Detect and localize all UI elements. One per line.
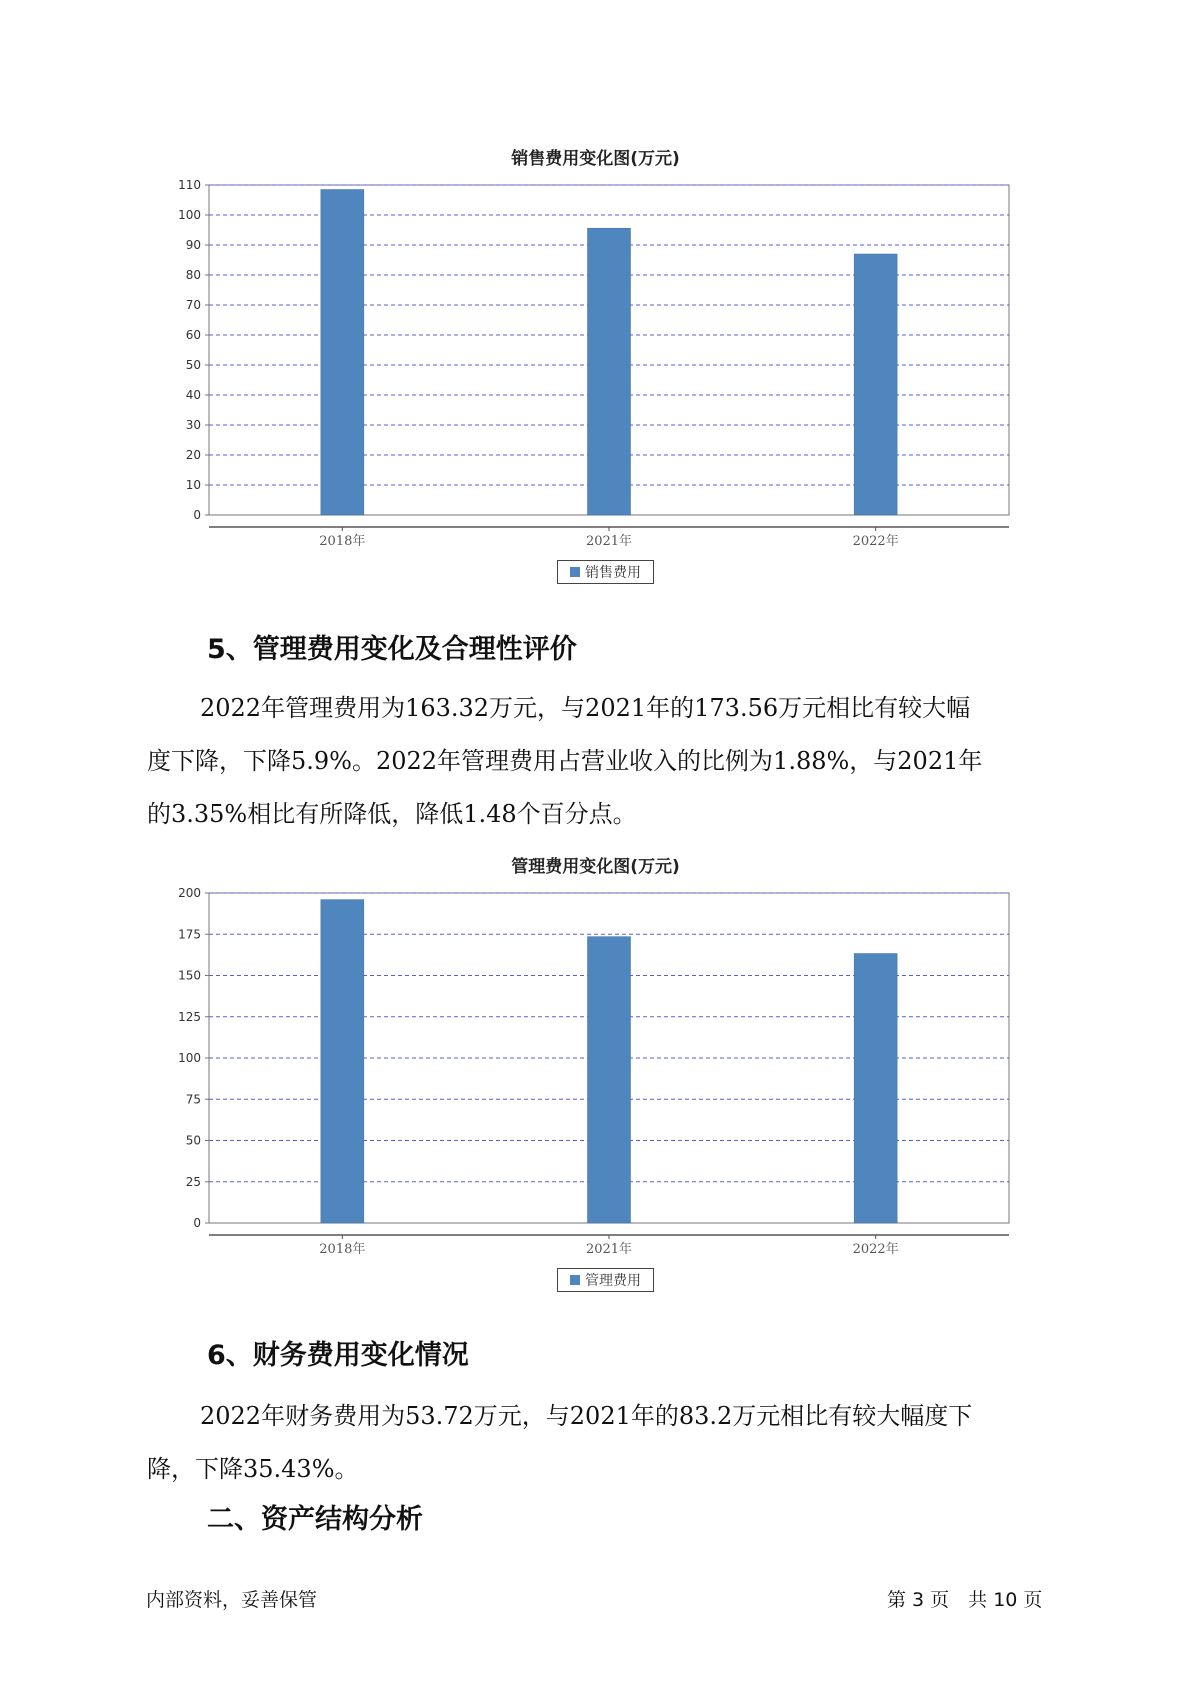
paragraph-line: 降，下降35.43%。 — [147, 1455, 359, 1483]
x-tick-label: 2022年 — [852, 1242, 899, 1257]
y-tick-label: 60 — [185, 328, 201, 342]
y-tick-label: 100 — [178, 208, 201, 222]
y-tick-label: 20 — [185, 448, 201, 462]
section-heading-2: 二、资产结构分析 — [207, 1504, 423, 1535]
y-tick-label: 100 — [178, 1051, 201, 1065]
y-tick-label: 0 — [193, 1216, 201, 1230]
paragraph-line: 的3.35%相比有所降低，降低1.48个百分点。 — [147, 800, 637, 828]
bar — [588, 937, 631, 1223]
y-tick-label: 200 — [178, 886, 201, 900]
legend-label: 管理费用 — [585, 1273, 641, 1289]
y-tick-label: 50 — [185, 1133, 201, 1148]
y-tick-label: 25 — [185, 1174, 201, 1189]
paragraph-line: 2022年财务费用为53.72万元，与2021年的83.2万元相比有较大幅度下 — [200, 1402, 973, 1430]
x-tick-label: 2018年 — [319, 1242, 366, 1257]
y-tick-label: 110 — [178, 178, 201, 192]
y-tick-label: 175 — [178, 927, 201, 942]
y-tick-label: 90 — [185, 238, 201, 252]
legend-label: 销售费用 — [585, 565, 641, 581]
legend-swatch — [570, 1275, 580, 1285]
section-heading-5: 5、管理费用变化及合理性评价 — [207, 634, 577, 665]
x-tick-label: 2021年 — [585, 1242, 633, 1257]
y-tick-label: 150 — [178, 968, 201, 983]
footer-page-number: 第 3 页 共 10 页 — [887, 1589, 1043, 1611]
y-tick-label: 30 — [185, 418, 201, 432]
x-tick-label: 2022年 — [852, 534, 899, 549]
chart-title-sales: 销售费用变化图(万元) — [511, 149, 680, 169]
chart-title-admin: 管理费用变化图(万元) — [511, 857, 680, 877]
y-tick-label: 10 — [185, 478, 201, 492]
bar — [321, 900, 364, 1223]
section-heading-6: 6、财务费用变化情况 — [207, 1340, 469, 1371]
section6-paragraph — [147, 1390, 1057, 1496]
footer-confidential: 内部资料，妥善保管 — [146, 1589, 318, 1611]
y-tick-label: 40 — [185, 388, 201, 402]
y-tick-label: 70 — [185, 298, 201, 312]
y-tick-label: 50 — [185, 358, 201, 372]
bar — [854, 954, 897, 1223]
y-tick-label: 75 — [185, 1092, 201, 1107]
y-tick-label: 80 — [185, 268, 201, 282]
x-tick-label: 2018年 — [319, 534, 366, 549]
y-tick-label: 125 — [178, 1009, 201, 1024]
paragraph-line: 2022年管理费用为163.32万元，与2021年的173.56万元相比有较大幅 — [200, 694, 971, 722]
x-tick-label: 2021年 — [585, 534, 633, 549]
chart-legend-admin — [557, 1268, 654, 1292]
y-tick-label: 0 — [193, 508, 201, 522]
paragraph-line: 度下降，下降5.9%。2022年管理费用占营业收入的比例为1.88%，与2021年 — [147, 747, 983, 775]
